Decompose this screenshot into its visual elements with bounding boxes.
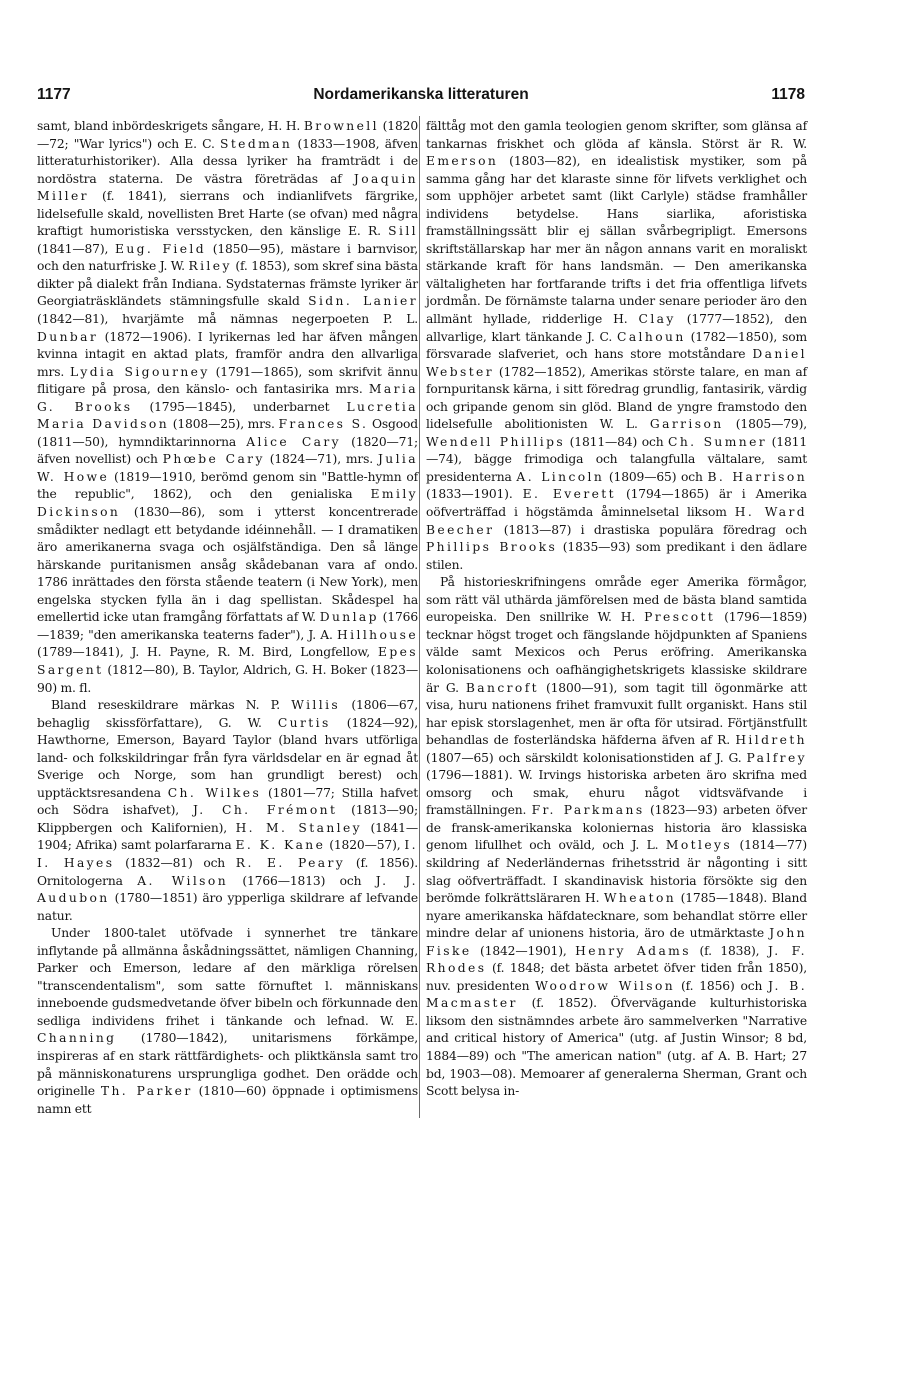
spaced-name: Palfrey [746, 750, 807, 765]
text-run: (f. 1856). Ornitologerna [37, 855, 419, 888]
text-run: (1820—72; "War lyrics") och E. C. [37, 119, 418, 151]
text-run: Osgood (1811—50), hymndiktarinnorna [37, 417, 418, 449]
spaced-name: Eug. Field [114, 241, 206, 256]
text-run: (1803—82), en idealistisk mystiker, som på samma gång har det klaraste sinne för lifvets verklighet och som upphöjer arbetet samt (likt Carlyle) städse framhåller individens betydelse. Hans siarlika, aforistiska framställningssätt blir ej sällan svårbegripligt. Emersons skriftställarskap har mer än någon annans varit en moraliskt stärkande kraft för hans landsmän. — Den amerikanska vältaligheten har fortfarande trifts i det fria offentliga lifvets jordmån. De förnämste talarna under senare perioder äro den allmänt hyllade, ridderlige H. [426, 154, 807, 327]
text-run: (1814—77) skildring af Nederländernas frihetsstrid är någonting i sitt slag oöfverträffadt. I skandinavisk historia försökte sig den berömde folkrättsläraren H. [426, 838, 807, 906]
text-run: (1842—81), hvarjämte må nämnas negerpoeten P. L. [37, 312, 418, 327]
page-number-left: 1177 [37, 86, 71, 103]
text-run: (1830—86), som i ytterst koncentrerade smådikter nedlagt ett betydande idéinnehåll. — I dramatiken äro amerikanerna svaga och osjälfständiga. Den så länge härskande puritanismen ansåg skådebanan vara af ondo. 1786 inrättades den första stående teatern (i New York), men engelska stycken fylla än i dag spellistan. Skådespel ha emellertid icke utan framgång författats af W. [37, 505, 418, 625]
text-run: (1789—1841), J. H. Payne, R. M. Bird, Longfellow, [37, 645, 378, 660]
spaced-name: Channing [37, 1031, 117, 1046]
spaced-name: Prescott [644, 610, 716, 625]
spaced-name: A. Wilson [137, 873, 229, 888]
text-run: (1841—1904; Afrika) samt polarfararna [37, 820, 418, 853]
spaced-name: Th. Parker [100, 1084, 193, 1099]
text-run: (1807—65) och särskildt kolonisationstiden af J. G. [426, 750, 747, 765]
spaced-name: Sill [388, 224, 418, 239]
paragraph [37, 925, 418, 1118]
text-run: samt, bland inbördeskrigets sångare, H. H. [37, 119, 304, 133]
spaced-name: Lydia Sigourney [70, 364, 210, 379]
text-run: (1872—1906). I lyrikernas led har äfven mången kvinna intagit en aktad plats, framför andra den allvarliga mrs. [37, 329, 418, 379]
left-column [37, 118, 418, 1118]
text-run: (1766—1839; "den amerikanska teaterns fader"), J. A. [37, 610, 419, 642]
spaced-name: R. E. Peary [235, 855, 346, 870]
text-run: (1796—1881). W. Irvings historiska arbeten äro skrifna med omsorg och smak, ehuru något vidtsväfvande i framställningen. [426, 768, 807, 818]
text-run: (1800—91), som tagit till ögonmärke att visa, huru nationens frihet framvuxit fullt organiskt. Hans stil har episk storslagenhet, men är ofta för utsirad. Förtjänstfullt behandlas de fosterländska häfderna äfven af R. [426, 680, 807, 748]
running-title: Nordamerikanska litteraturen [313, 86, 529, 103]
text-run: (1794—1865) är i Amerika oöfverträffad i högstämda åminnelsetal liksom [426, 487, 807, 520]
text-run: (1766—1813) och [228, 873, 376, 888]
text-run: (f. 1848; det bästa arbetet öfver tiden från 1850), nuv. presidenten [426, 961, 807, 993]
text-run: (1832—81) och [114, 855, 236, 870]
spaced-name: J. F. Rhodes [426, 943, 807, 976]
spaced-name: Emerson [426, 154, 499, 169]
text-run: (f. 1856) och [675, 978, 769, 993]
spaced-name: Woodrow Wilson [535, 978, 676, 993]
text-run: (1805—79), [723, 417, 807, 432]
text-run: (1811—74), bägge frimodiga och talangfulla vältalare, samt presidenterna [426, 434, 807, 484]
column-divider [419, 116, 420, 1118]
text-run: (1777—1852), den allvarlige, klart tänkande J. C. [426, 312, 807, 344]
text-run: (1801—77; Stilla hafvet och Södra ishafvet), [37, 785, 418, 818]
text-run: (f. 1852). Öfvervägande kulturhistoriska liksom den sistnämndes arbete äro sammelverken "Narrative and critical history of America" (utg. af Justin Winsor; 8 bd, 1884—89) och "The american nation" (utg. af A. B. Hart; 27 bd, 1903—08). Memoarer af generalerna Sherman, Grant och Scott belysa in- [426, 996, 807, 1099]
spaced-name: Julia W. Howe [37, 452, 418, 484]
spaced-name: Dunbar [37, 329, 99, 344]
text-run: (1835—93) som predikant i den ädlare stilen. [426, 540, 807, 572]
text-run: (1811—84) och [565, 434, 669, 449]
spaced-name: Sidn. Lanier [308, 294, 418, 309]
spaced-name: Fr. Parkmans [531, 803, 645, 818]
spaced-name: Phœbe Cary [162, 452, 265, 467]
spaced-name: John Fiske [426, 926, 807, 958]
text-run: Bland reseskildrare märkas N. P. [51, 698, 292, 713]
text-run: (1820—57), [325, 838, 405, 853]
paragraph [426, 574, 807, 1100]
spaced-name: Hildreth [735, 733, 807, 748]
text-run: (1782—1852), Amerikas störste talare, en man af fornpuritansk kärna, i sitt föredrag grundlig, fantasirik, värdig och gripande genom sin glöd. Bland de yngre framstodo den lidelsefulle abolitionisten W. L. [426, 364, 807, 432]
spaced-name: Phillips Brooks [426, 540, 558, 555]
right-column [426, 118, 807, 1101]
text-run: (1850—95), mästare i barnvisor, och den naturfriske J. W. [37, 241, 418, 274]
text-run: Under 1800-talet utöfvade i synnerhet tre tänkare inflytande på allmänna åskådningssättet, nämligen Channing, Parker och Emerson, ledare af den märkliga rörelsen "transcendentalism", som satte förnuftet l. människans inneboende gudsmedvetande öfver bibeln och förkunnade den sedliga individens frihet i tänkande och lefnad. W. E. [37, 926, 418, 1028]
text-run: (1824—92), Hawthorne, Emerson, Bayard Taylor (bland hvars utförliga land- och folkskildringar från fyra världsdelar en är egnad åt Sverige och Norge, som han grundligt berest) och upptäcktsresandena [37, 715, 418, 800]
spaced-name: B. Harrison [707, 469, 808, 484]
spaced-name: Brownell [303, 119, 379, 133]
spaced-name: Bancroft [465, 680, 539, 695]
text-run: (1785—1848). Bland nyare amerikanska häfdatecknare, som behandlat större eller mindre delar af unionens historia, äro de utmärktaste [426, 891, 807, 941]
page-number-right: 1178 [771, 86, 805, 103]
text-run: (1780—1842), unitarismens förkämpe, inspireras af en stark rättfärdighets- och pliktkänsla samt tro på människonaturens ursprungliga godhet. Den orädde och originelle [37, 1031, 418, 1099]
text-run: (1806—67, behaglig skissförfattare), G. W. [37, 698, 418, 730]
paragraph [426, 118, 807, 574]
text-run: (1823—93) arbeten öfver de fransk-amerikanska koloniernas historia äro klassiska genom lifullhet och oväld, och J. L. [426, 803, 807, 853]
spaced-name: Frances S. [278, 417, 369, 432]
text-run: (1819—1910, berömd genom sin "Battle-hymn of the republic", 1862), och den genialiska [37, 469, 418, 502]
spaced-name: Henry Adams [575, 943, 691, 958]
page-header [37, 86, 805, 108]
text-run: (f. 1841), sierrans och indianlifvets färgrike, lidelsefulle skald, novellisten Bret Harte (se ofvan) med några kraftigt humoristiska versstycken, den känslige E. R. [37, 189, 418, 239]
text-run: (1820—71; äfven novellist) och [37, 434, 418, 467]
spaced-name: Dunlap [319, 610, 379, 625]
text-run: (1795—1845), underbarnet [132, 399, 347, 414]
text-run: (f. 1853), som skref sina bästa dikter på dialekt från Indiana. Sydstaternas främste lyriker är Georgiaträskländets stämningsfulle skald [37, 259, 418, 309]
text-run: (1812—80), B. Taylor, Aldrich, G. H. Boker (1823—90) m. fl. [37, 662, 418, 695]
spaced-name: Wendell Phillips [426, 434, 566, 449]
text-run: (1841—87), [37, 241, 115, 256]
spaced-name: E. Everett [522, 487, 616, 502]
text-run: (f. 1838), [690, 943, 768, 958]
spaced-name: Wheaton [603, 891, 677, 906]
text-run: (1824—71), mrs. [264, 452, 378, 467]
text-run: (1842—1901), [471, 943, 576, 958]
text-run: (1780—1851) äro ypperliga skildrare af lefvande natur. [37, 891, 418, 923]
paragraph [37, 697, 418, 925]
spaced-name: Motleys [665, 838, 733, 853]
spaced-name: E. K. Kane [235, 838, 326, 853]
spaced-name: Epes Sargent [37, 645, 418, 677]
spaced-name: Emily Dickinson [37, 487, 418, 520]
spaced-name: Willis [291, 698, 341, 713]
text-run: (1796—1859) tecknar högst troget och fängslande höjdpunkten af Spaniens välde samt Mexicos och Perus eröfring. Amerikanska kolonisationens och oafhängighetskrigets klassiske skildrare är G. [426, 610, 807, 695]
spaced-name: Clay [638, 312, 676, 327]
spaced-name: Ch. Wilkes [167, 785, 262, 800]
spaced-name: Stedman [220, 136, 293, 151]
spaced-name: Hillhouse [337, 627, 418, 642]
spaced-name: Daniel Webster [426, 347, 807, 379]
text-run: fälttåg mot den gamla teologien genom skrifter, som glänsa af tankarnas friskhet och glöda af känsla. Störst är R. W. [426, 119, 807, 151]
spaced-name: Lucretia Maria Davidson [37, 399, 418, 432]
paragraph [37, 118, 418, 697]
spaced-name: H. Ward Beecher [426, 505, 807, 537]
spaced-name: A. Lincoln [516, 469, 605, 484]
spaced-name: J. Ch. Frémont [192, 803, 338, 818]
text-run: (1813—90; Klippbergen och Kalifornien), [37, 803, 418, 835]
spaced-name: Garrison [649, 417, 724, 432]
spaced-name: Curtis [277, 715, 331, 730]
text-run: (1833—1908, äfven litteraturhistoriker). Alla dessa lyriker ha framträdt i de nordöstra staterna. De västra företrädas af [37, 136, 418, 186]
text-run: (1809—65) och [604, 469, 708, 484]
spaced-name: H. M. Stanley [235, 820, 362, 835]
text-run: (1782—1850), som försvarade slafveriet, och hans store motståndare [426, 329, 808, 362]
spaced-name: I. I. Hayes [37, 838, 418, 870]
text-run: (1810—60) öppnade i optimismens namn ett [37, 1084, 418, 1116]
text-run: (1808—25), mrs. [169, 417, 279, 432]
spaced-name: Calhoun [617, 329, 686, 344]
text-run: (1791—1865), som skrifvit ännu flitigare på prosa, den känslo- och fantasirika mrs. [37, 364, 418, 397]
spaced-name: Ch. Sumner [668, 434, 768, 449]
spaced-name: Alice Cary [246, 434, 341, 449]
spaced-name: Joaquin Miller [37, 171, 418, 204]
spaced-name: Riley [188, 259, 232, 274]
spaced-name: J. J. Audubon [37, 873, 418, 906]
spaced-name: J. B. Macmaster [426, 978, 808, 1011]
text-run: (1833—1901). [426, 487, 523, 502]
text-run: På historieskrifningens område eger Amerika förmågor, som rätt väl uthärda jämförelsen med de bästa bland samtida europeiska. Den snillrike W. H. [426, 575, 807, 625]
text-run: (1813—87) i drastiska populära föredrag och [494, 522, 807, 537]
spaced-name: Maria G. Brooks [37, 382, 418, 414]
